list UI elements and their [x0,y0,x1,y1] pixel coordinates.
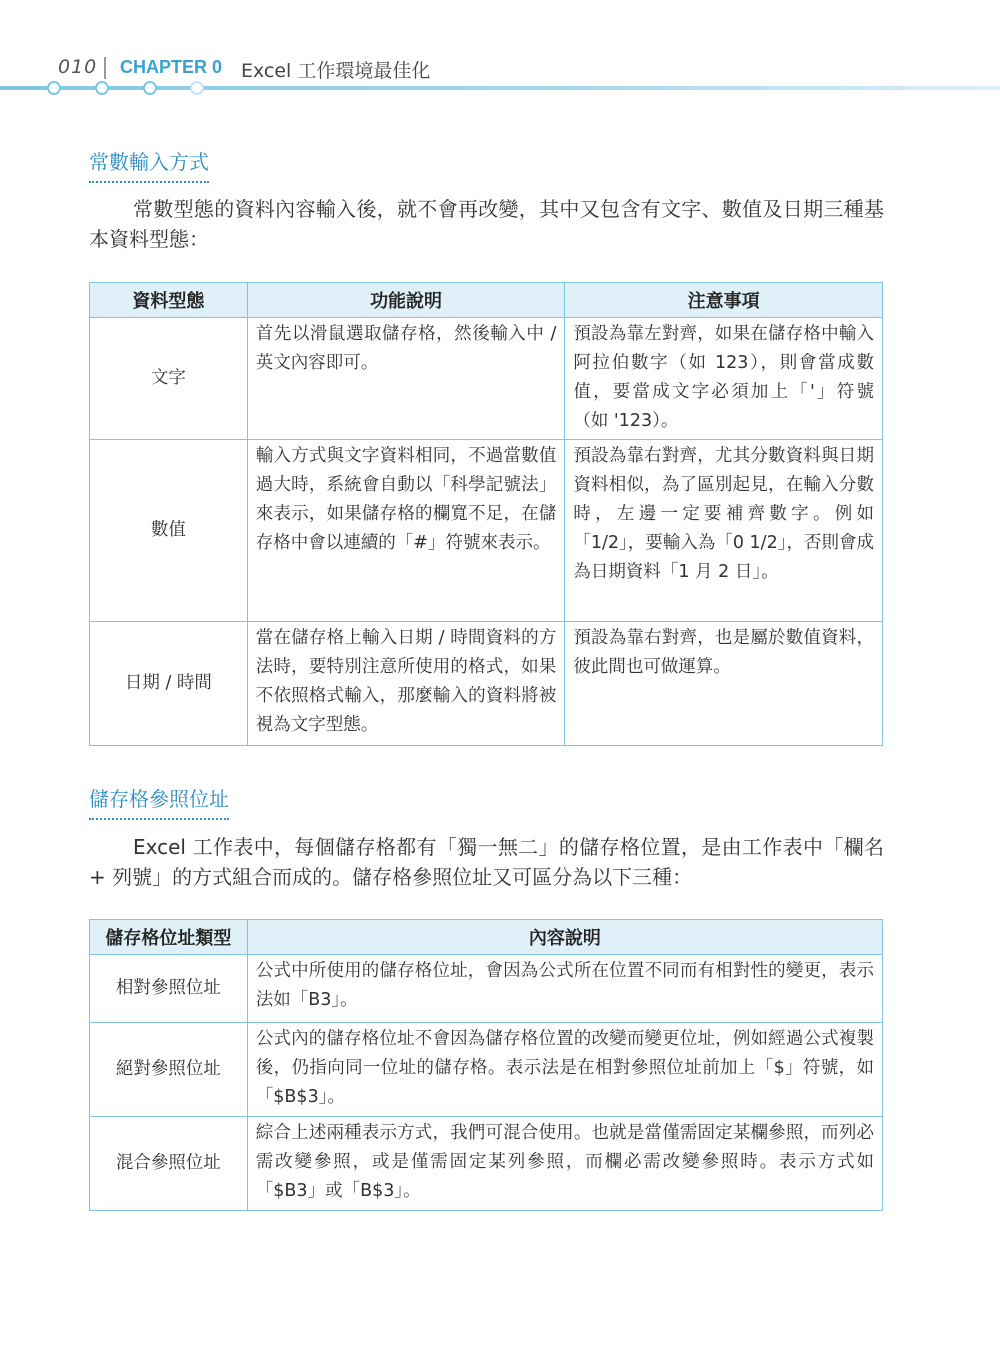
description-cell: 輸入方式與文字資料相同，不過當數值過大時，系統會自動以「科學記號法」來表示，如果儲存格的欄寬不足，在儲存格中會以連續的「#」符號來表示。 [247,440,565,622]
note-cell: 預設為靠右對齊，也是屬於數值資料，彼此間也可做運算。 [565,622,883,746]
table-row [90,1117,883,1211]
data-type-cell: 文字 [90,318,248,440]
column-header: 內容說明 [247,920,882,955]
reference-type-cell: 相對參照位址 [90,955,248,1023]
header-separator [104,57,106,79]
data-type-cell: 數值 [90,440,248,622]
table-row [90,318,883,440]
rule-dot-icon [95,81,109,95]
column-header: 資料型態 [90,283,248,318]
description-cell: 公式內的儲存格位址不會因為儲存格位置的改變而變更位址，例如經過公式複製後，仍指向同一位址的儲存格。表示法是在相對參照位址前加上「$」符號，如「$B$3」。 [247,1023,882,1117]
column-header: 儲存格位址類型 [90,920,248,955]
description-cell: 當在儲存格上輸入日期 / 時間資料的方法時，要特別注意所使用的格式，如果不依照格式輸入，那麼輸入的資料將被視為文字型態。 [247,622,565,746]
section-paragraph-constants: 常數型態的資料內容輸入後，就不會再改變，其中又包含有文字、數值及日期三種基本資料型態： [89,197,884,251]
section-title-constants: 常數輸入方式 [89,146,209,183]
note-cell: 預設為靠右對齊，尤其分數資料與日期資料相似，為了區別起見，在輸入分數時，左邊一定要補齊數字。例如「1/2」，要輸入為「0 1/2」，否則會成為日期資料「1 月 2 日」。 [565,440,883,622]
table-header-row [90,920,883,955]
section-title-cell-reference: 儲存格參照位址 [89,783,229,820]
table-row [90,440,883,622]
column-header: 功能說明 [247,283,565,318]
description-cell: 公式中所使用的儲存格位址，會因為公式所在位置不同而有相對性的變更，表示法如「B3」。 [247,955,882,1023]
rule-dot-icon [47,81,61,95]
data-type-table [89,282,883,746]
description-cell: 綜合上述兩種表示方式，我們可混合使用。也就是當僅需固定某欄參照，而列必需改變參照，或是僅需固定某列參照，而欄必需改變參照時。表示方式如「$B3」或「B$3」。 [247,1117,882,1211]
page-number: 010 [58,56,98,78]
data-type-cell: 日期 / 時間 [90,622,248,746]
reference-type-cell: 混合參照位址 [90,1117,248,1211]
cell-reference-table [89,919,883,1211]
table-row [90,1023,883,1117]
column-header: 注意事項 [565,283,883,318]
table-row [90,955,883,1023]
table-header-row [90,283,883,318]
rule-dot-icon [190,81,204,95]
note-cell: 預設為靠左對齊，如果在儲存格中輸入阿拉伯數字（如 123），則會當成數值，要當成文字必須加上「'」符號（如 '123）。 [565,318,883,440]
table-row [90,622,883,746]
chapter-title: Excel 工作環境最佳化 [241,60,431,82]
description-cell: 首先以滑鼠選取儲存格，然後輸入中 / 英文內容即可。 [247,318,565,440]
chapter-label: CHAPTER 0 [120,57,223,77]
section-paragraph-cell-reference: Excel 工作表中，每個儲存格都有「獨一無二」的儲存格位置，是由工作表中「欄名 + 列號」的方式組合而成的。儲存格參照位址又可區分為以下三種： [89,835,884,889]
reference-type-cell: 絕對參照位址 [90,1023,248,1117]
rule-dot-icon [143,81,157,95]
page-header [0,0,1000,100]
